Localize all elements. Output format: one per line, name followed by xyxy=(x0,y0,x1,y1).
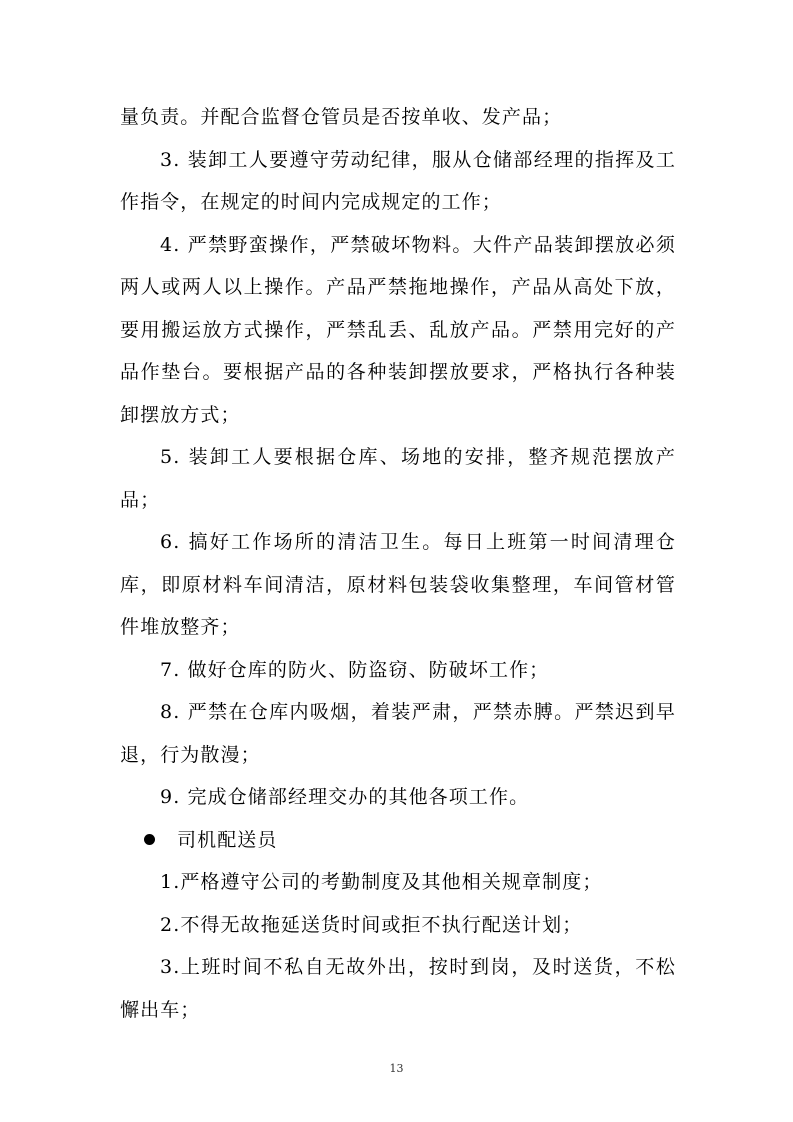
bullet-dot-icon xyxy=(144,834,155,845)
page-number: 13 xyxy=(389,1062,404,1075)
paragraph-item-4: 4. 严禁野蛮操作，严禁破坏物料。大件产品装卸摆放必须两人或两人以上操作。产品严禁拖地操作，产品从高处下放，要用搬运放方式操作，严禁乱丢、乱放产品。严禁用完好的产品作垫台。要根据产品的各种装卸摆放要求，严格执行各种装卸摆放方式； xyxy=(120,233,676,426)
paragraph-continuation: 量负责。并配合监督仓管员是否按单收、发产品； xyxy=(120,106,563,128)
section-heading-driver xyxy=(120,819,676,862)
paragraph-item-5: 5. 装卸工人要根据仓库、场地的安排，整齐规范摆放产品； xyxy=(120,446,676,511)
page-content xyxy=(120,96,676,1031)
paragraph-item-6: 6. 搞好工作场所的清洁卫生。每日上班第一时间清理仓库，即原材料车间清洁，原材料包装袋收集整理，车间管材管件堆放整齐； xyxy=(120,531,676,638)
paragraph-item-9: 9. 完成仓储部经理交办的其他各项工作。 xyxy=(160,786,530,808)
driver-item-1: 1.严格遵守公司的考勤制度及其他相关规章制度； xyxy=(160,871,603,893)
paragraph-item-7: 7. 做好仓库的防火、防盗窃、防破坏工作； xyxy=(160,658,550,681)
paragraph-item-8: 8. 严禁在仓库内吸烟，着装严肃，严禁赤膊。严禁迟到早退，行为散漫； xyxy=(120,701,676,766)
driver-item-2: 2.不得无故拖延送货时间或拒不执行配送计划； xyxy=(160,913,583,936)
section-heading-text: 司机配送员 xyxy=(177,828,278,851)
driver-item-3: 3.上班时间不私自无故外出，按时到岗，及时送货，不松懈出车； xyxy=(120,956,676,1021)
paragraph-item-3: 3. 装卸工人要遵守劳动纪律，服从仓储部经理的指挥及工作指令，在规定的时间内完成规定的工作； xyxy=(120,148,676,213)
